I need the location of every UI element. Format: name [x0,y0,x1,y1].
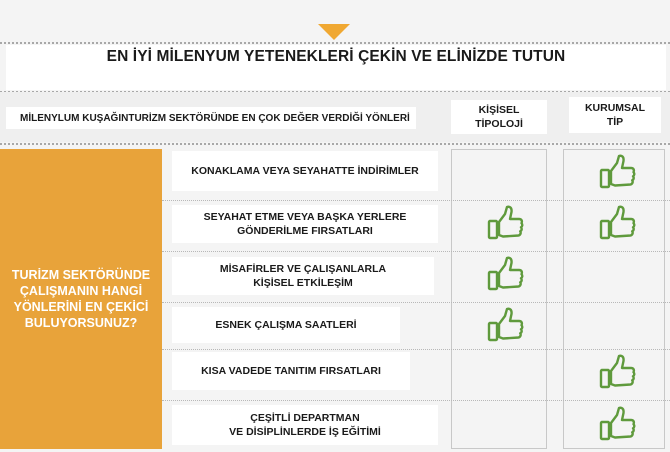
corporate-column [563,149,665,449]
row-divider [162,400,670,401]
personal-column [451,149,547,449]
row-item-2 [172,205,438,243]
header-category [6,107,416,129]
header-personal [451,100,547,134]
row-6-line2: VE DİSİPLİNLERDE İŞ EĞİTİMİ [229,426,381,438]
question-text: TURİZM SEKTÖRÜNDE ÇALIŞMANIN HANGİ YÖNLERİNİ EN ÇEKİCİ BULUYORSUNUZ? [11,268,151,330]
header-divider [0,143,670,145]
thumbs-up-icon [598,204,636,242]
row-divider [162,200,670,201]
row-2-line1: SEYAHAT ETME VEYA BAŞKA YERLERE [203,211,407,223]
thumbs-up-icon [486,204,524,242]
header-corporate-line1: KURUMSAL [584,102,646,114]
page-title-text: EN İYİ MİLENYUM YETENEKLERİ ÇEKİN VE ELİNİZDE TUTUN [106,47,566,65]
header-personal-line1: KİŞİSEL [478,104,520,116]
row-6-line1: ÇEŞİTLİ DEPARTMAN [250,412,360,424]
row-1-line1: KONAKLAMA VEYA SEYAHATTE İNDİRİMLER [191,165,419,177]
page-title [6,45,666,90]
header-personal-line2: TİPOLOJİ [475,118,523,130]
row-divider [162,302,670,303]
row-3-line1: MİSAFİRLER VE ÇALIŞANLARLA [219,263,387,275]
row-4-line1: ESNEK ÇALIŞMA SAATLERİ [215,319,357,331]
row-item-5 [172,352,410,390]
row-divider [162,251,670,252]
thumbs-up-icon [486,306,524,344]
row-item-1 [172,151,438,191]
pointer-triangle [318,24,350,40]
row-divider [162,349,670,350]
header-corporate [569,97,661,133]
row-item-3 [172,257,434,295]
thumbs-up-icon [598,405,636,443]
row-2-line2: GÖNDERİLME FIRSATLARI [237,225,373,237]
thumbs-up-icon [598,353,636,391]
row-item-6 [172,405,438,445]
row-item-4 [172,307,400,343]
row-5-line1: KISA VADEDE TANITIM FIRSATLARI [201,365,381,377]
header-corporate-line2: TİP [606,116,624,128]
question-panel [0,149,162,449]
header-category-text: MİLENYLUM KUŞAĞINTURİZM SEKTÖRÜNDE EN ÇOK DEĞER VERDİĞİ YÖNLERİ [20,112,410,124]
row-3-line2: KİŞİSEL ETKİLEŞİM [253,277,353,289]
thumbs-up-icon [598,153,636,191]
top-divider [0,42,670,44]
thumbs-up-icon [486,255,524,293]
